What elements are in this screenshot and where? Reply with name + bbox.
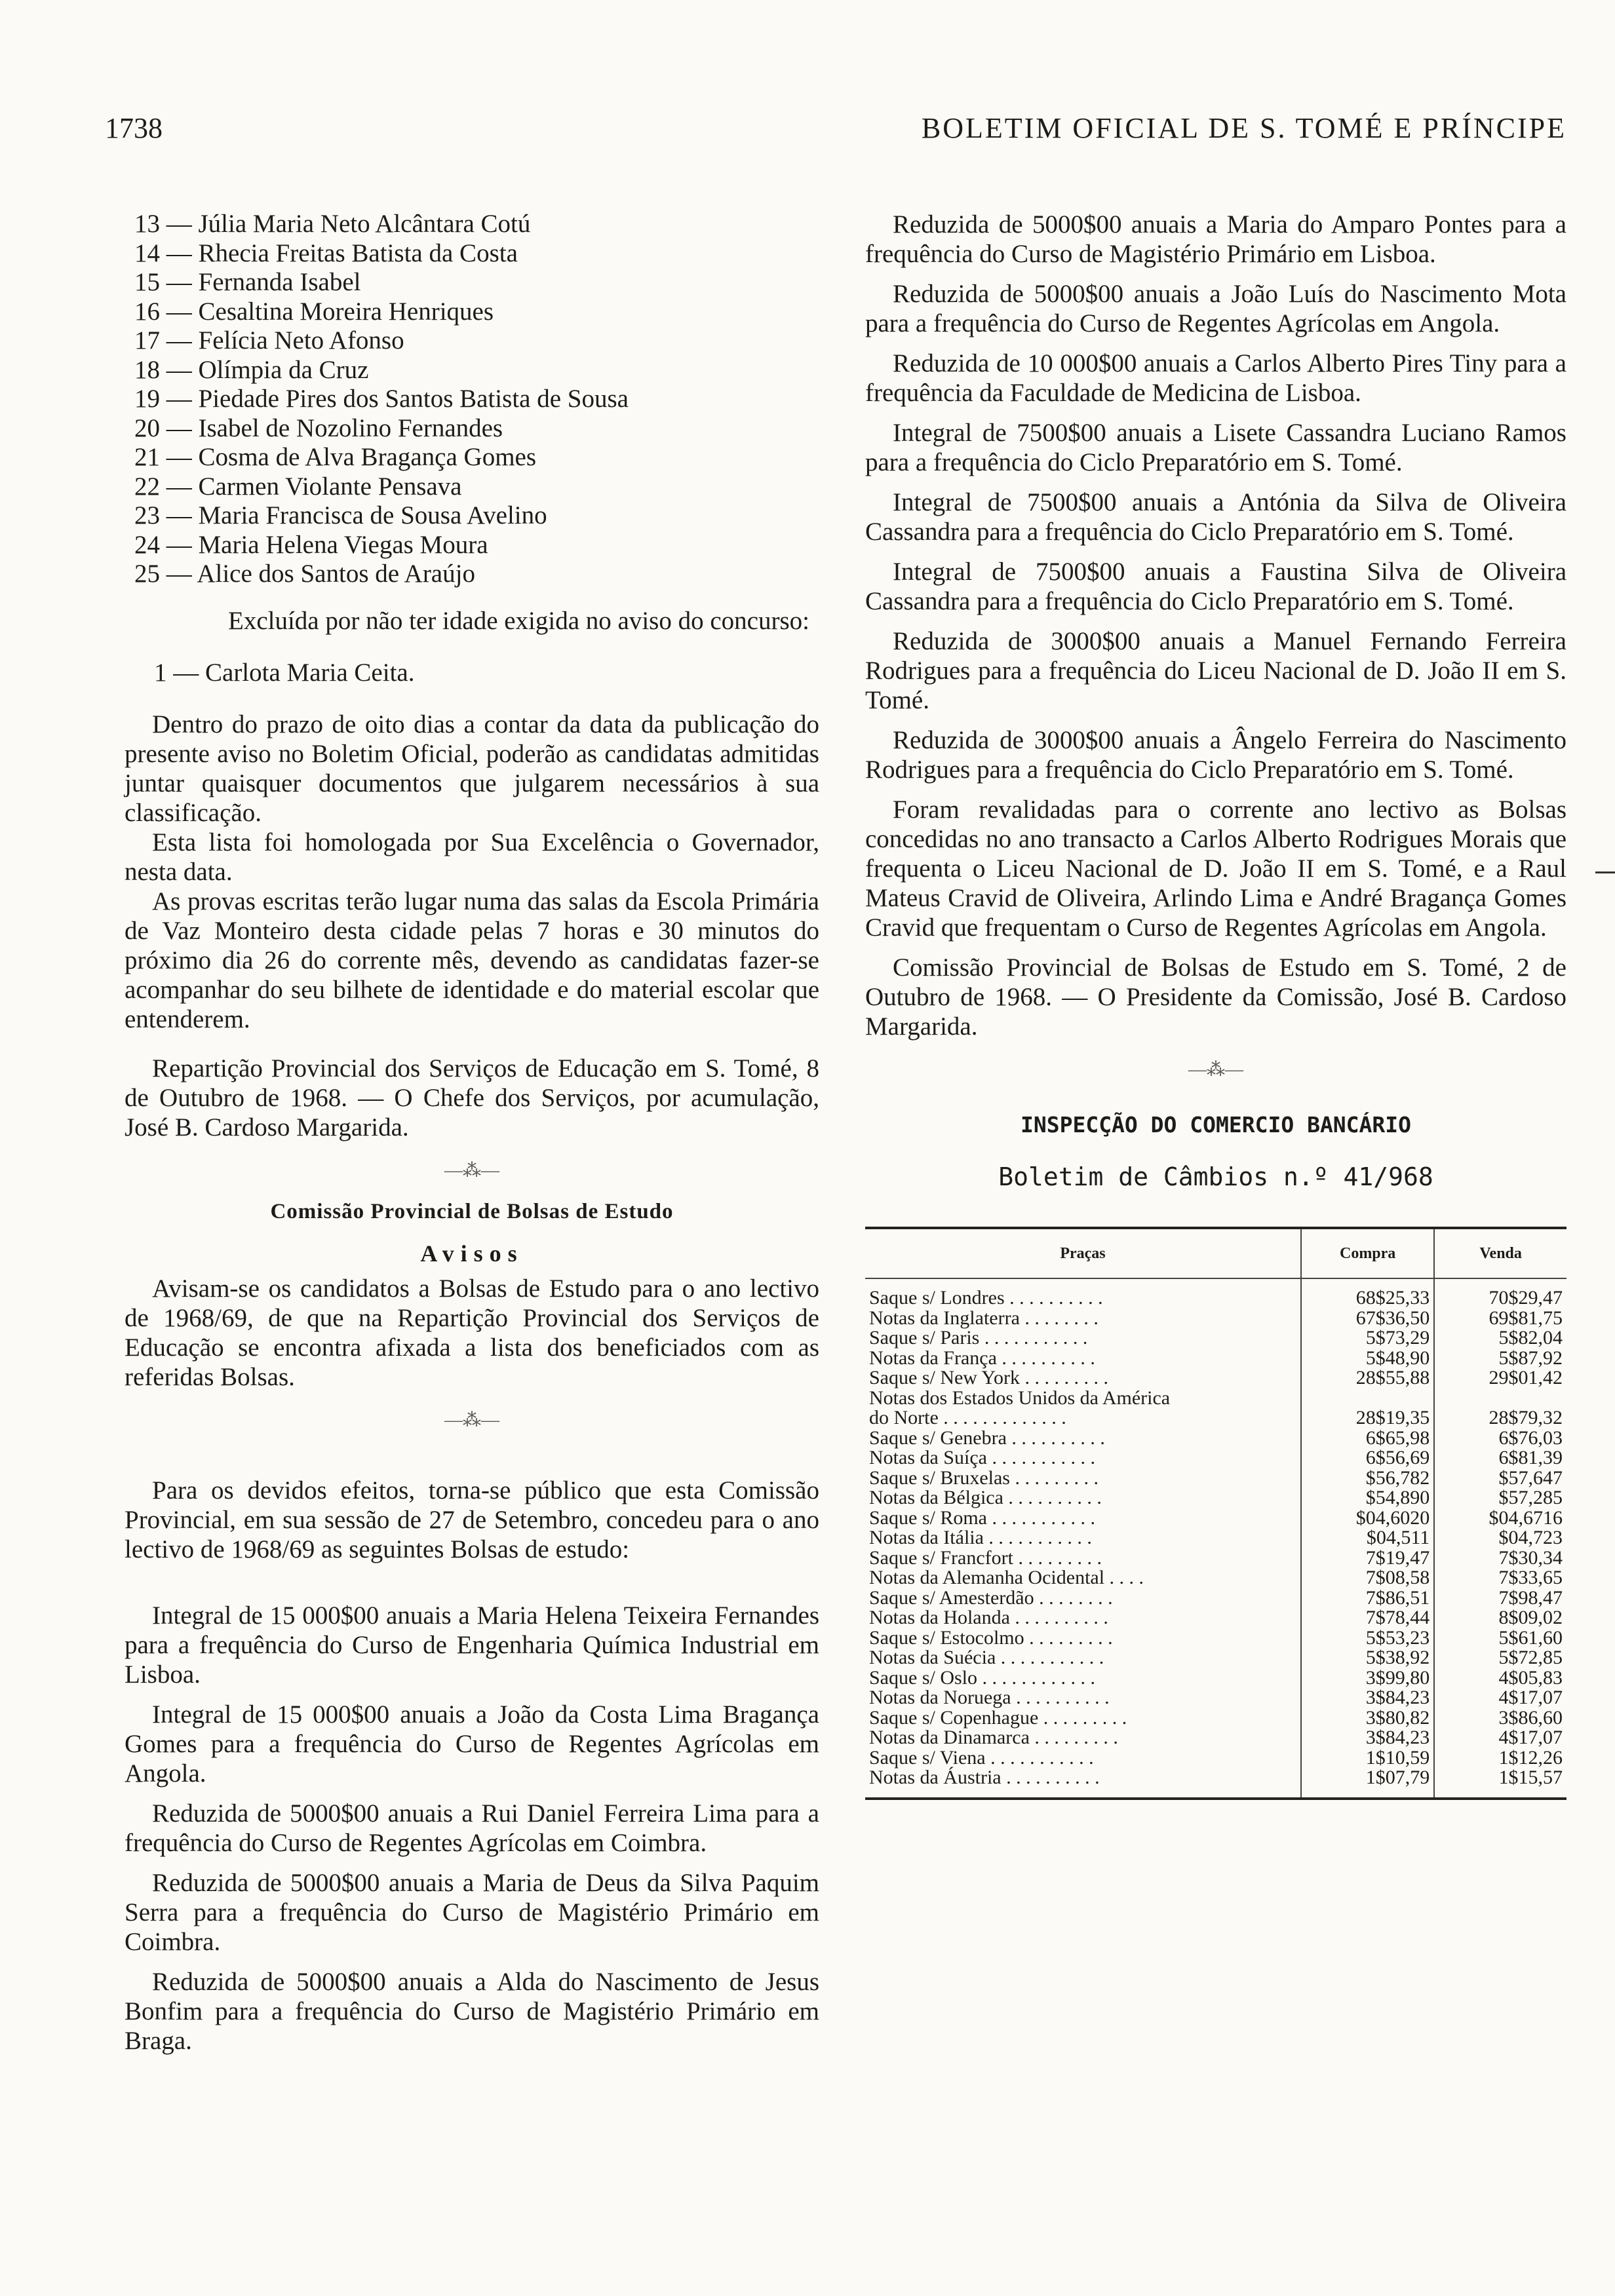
column-header-compra: Compra — [1301, 1228, 1434, 1278]
table-row — [865, 1468, 1566, 1489]
cell-compra: 28$19,35 — [1301, 1408, 1434, 1428]
aviso-paragraph: Avisam-se os candidatos a Bolsas de Estudo para o ano lectivo de 1968/69, de que na Repartição Provincial dos Serviços de Educação se encontra afixada a lista dos beneficiados com as referidas Bolsas. — [125, 1274, 819, 1391]
table-row — [865, 1648, 1566, 1668]
table-row — [865, 1608, 1566, 1628]
section-separator: —⁂— — [444, 1409, 499, 1430]
page-header — [105, 111, 1566, 151]
exclusion-heading: Excluída por não ter idade exigida no aviso do concurso: — [228, 606, 809, 635]
cell-venda: 29$01,42 — [1434, 1368, 1566, 1388]
cell-venda: $57,647 — [1434, 1468, 1566, 1489]
list-item: 24 — Maria Helena Viegas Moura — [134, 530, 488, 559]
aviso-paragraph: Para os devidos efeitos, torna-se público que esta Comissão Provincial, em sua sessão de 27 de Setembro, concedeu para o ano lectivo de 1968/69 as seguintes Bolsas de estudo: — [125, 1476, 819, 1563]
cell-praca: Saque s/ Paris . . . . . . . . . . . — [869, 1327, 1088, 1349]
table-header-row — [865, 1228, 1566, 1278]
cell-compra: 7$78,44 — [1301, 1608, 1434, 1628]
cell-compra: 1$07,79 — [1301, 1768, 1434, 1799]
cell-venda: 7$33,65 — [1434, 1568, 1566, 1588]
scholarship-award: Integral de 7500$00 anuais a Faustina Silva de Oliveira Cassandra para a frequência do Ciclo Preparatório em S. Tomé. — [865, 558, 1566, 615]
cell-venda: 28$79,32 — [1434, 1408, 1566, 1428]
cell-compra: 5$53,23 — [1301, 1628, 1434, 1649]
page-number: 1738 — [105, 112, 163, 144]
cell-praca: Notas da Áustria . . . . . . . . . . — [869, 1767, 1100, 1788]
table-row — [865, 1488, 1566, 1508]
cell-venda: 4$17,07 — [1434, 1688, 1566, 1708]
table-row — [865, 1548, 1566, 1569]
cell-venda: 8$09,02 — [1434, 1608, 1566, 1628]
cell-compra: 3$99,80 — [1301, 1668, 1434, 1689]
scholarship-award: Integral de 7500$00 anuais a Antónia da Silva de Oliveira Cassandra para a frequência do Ciclo Preparatório em S. Tomé. — [865, 488, 1566, 546]
cell-praca: Saque s/ Bruxelas . . . . . . . . . — [869, 1466, 1099, 1489]
cell-praca: Saque s/ Estocolmo . . . . . . . . . — [869, 1626, 1113, 1649]
cell-praca: Saque s/ New York . . . . . . . . . — [869, 1367, 1109, 1388]
cell-praca: Saque s/ Copenhague . . . . . . . . . — [869, 1706, 1127, 1729]
cell-compra: 5$73,29 — [1301, 1328, 1434, 1349]
table-row — [865, 1328, 1566, 1349]
cell-praca: Notas da Alemanha Ocidental . . . . — [869, 1567, 1144, 1588]
cell-praca: Saque s/ Francfort . . . . . . . . . — [869, 1546, 1102, 1569]
table-body — [865, 1278, 1566, 1799]
cell-praca: Saque s/ Amesterdão . . . . . . . . — [869, 1586, 1113, 1609]
cell-venda: $04,6716 — [1434, 1508, 1566, 1529]
cell-compra: 7$86,51 — [1301, 1588, 1434, 1609]
cell-compra: 67$36,50 — [1301, 1309, 1434, 1329]
cell-venda: $57,285 — [1434, 1488, 1566, 1508]
table-row — [865, 1668, 1566, 1689]
cell-venda: 5$82,04 — [1434, 1328, 1566, 1349]
list-item: 16 — Cesaltina Moreira Henriques — [134, 297, 494, 326]
scholarship-award: Integral de 15 000$00 anuais a Maria Helena Teixeira Fernandes para a frequência do Curso de Engenharia Química Industrial em Lisboa. — [125, 1601, 819, 1689]
cell-venda: 3$86,60 — [1434, 1708, 1566, 1729]
excluded-candidate: 1 — Carlota Maria Ceita. — [154, 658, 415, 687]
cell-compra: 3$84,23 — [1301, 1688, 1434, 1708]
list-item: 22 — Carmen Violante Pensava — [134, 472, 462, 501]
cell-compra: 3$80,82 — [1301, 1708, 1434, 1729]
table-row — [865, 1708, 1566, 1729]
scholarship-award: Reduzida de 3000$00 anuais a Ângelo Ferreira do Nascimento Rodrigues para a frequência do Ciclo Preparatório em S. Tomé. — [865, 726, 1566, 784]
table-row — [865, 1688, 1566, 1708]
list-item: 21 — Cosma de Alva Bragança Gomes — [134, 443, 537, 471]
cell-praca: Notas da Dinamarca . . . . . . . . . — [869, 1727, 1118, 1748]
cell-compra: $54,890 — [1301, 1488, 1434, 1508]
table-row — [865, 1388, 1566, 1409]
candidate-list — [134, 210, 819, 589]
list-item: 18 — Olímpia da Cruz — [134, 355, 369, 384]
cell-venda: 6$81,39 — [1434, 1448, 1566, 1468]
scholarship-award: Reduzida de 5000$00 anuais a Rui Daniel Ferreira Lima para a frequência do Curso de Regentes Agrícolas em Coimbra. — [125, 1799, 819, 1857]
cell-praca: Saque s/ Oslo . . . . . . . . . . . . — [869, 1666, 1095, 1689]
bulletin-title: Boletim de Câmbios n.º 41/968 — [998, 1162, 1433, 1191]
table-row — [865, 1349, 1566, 1369]
cell-compra: 28$55,88 — [1301, 1368, 1434, 1388]
column-header-venda: Venda — [1434, 1228, 1566, 1278]
commission-signature: Comissão Provincial de Bolsas de Estudo em S. Tomé, 2 de Outubro de 1968. — O Presidente da Comissão, José B. Cardoso Margarida. — [865, 953, 1566, 1041]
cell-praca: Saque s/ Genebra . . . . . . . . . . — [869, 1426, 1105, 1449]
cell-venda — [1434, 1388, 1566, 1409]
left-column — [125, 210, 819, 2056]
margin-mark — [1595, 871, 1615, 873]
revalidation-paragraph: Foram revalidadas para o corrente ano lectivo as Bolsas concedidas no ano transacto a Carlos Alberto Rodrigues Morais que frequenta o Liceu Nacional de D. João II em S. Tomé, e a Raul Mateus Cravid de Oliveira, Arlindo Lima e André Bragança Gomes Cravid que frequentam o Curso de Regentes Agrícolas em Angola. — [865, 795, 1566, 942]
cell-venda: 4$05,83 — [1434, 1668, 1566, 1689]
scholarship-award: Integral de 15 000$00 anuais a João da Costa Lima Bragança Gomes para a frequência do Curso de Regentes Agrícolas em Angola. — [125, 1700, 819, 1788]
cell-praca: do Norte . . . . . . . . . . . . . — [869, 1407, 1066, 1428]
list-item: 13 — Júlia Maria Neto Alcântara Cotú — [134, 210, 531, 238]
list-item: 17 — Felícia Neto Afonso — [134, 326, 404, 354]
table-row — [865, 1309, 1566, 1329]
scholarship-award: Reduzida de 5000$00 anuais a Maria de Deus da Silva Paquim Serra para a frequência do Curso de Magistério Primário em Coimbra. — [125, 1868, 819, 1956]
cell-venda: 4$17,07 — [1434, 1728, 1566, 1748]
table-row — [865, 1368, 1566, 1388]
list-item: 15 — Fernanda Isabel — [134, 268, 361, 296]
notice-signature: Repartição Provincial dos Serviços de Educação em S. Tomé, 8 de Outubro de 1968. — O Chefe dos Serviços, por acumulação, José B. Cardoso Margarida. — [125, 1054, 819, 1141]
cell-praca: Notas da Suécia . . . . . . . . . . . — [869, 1647, 1104, 1668]
cell-praca: Notas dos Estados Unidos da América — [869, 1387, 1171, 1409]
cell-venda: 1$12,26 — [1434, 1748, 1566, 1769]
list-item: 23 — Maria Francisca de Sousa Avelino — [134, 501, 547, 529]
notice-paragraph: Esta lista foi homologada por Sua Excelência o Governador, nesta data. — [125, 828, 819, 886]
cell-praca: Notas da Itália . . . . . . . . . . . — [869, 1527, 1092, 1548]
cell-venda: 69$81,75 — [1434, 1309, 1566, 1329]
cell-praca: Saque s/ Roma . . . . . . . . . . . — [869, 1506, 1095, 1529]
section-separator: —⁂— — [444, 1160, 499, 1181]
table-row — [865, 1628, 1566, 1649]
cell-praca: Notas da Noruega . . . . . . . . . . — [869, 1687, 1110, 1708]
list-item: 20 — Isabel de Nozolino Fernandes — [134, 413, 503, 442]
cell-praca: Notas da Suíça . . . . . . . . . . . — [869, 1447, 1095, 1468]
list-item: 19 — Piedade Pires dos Santos Batista de Sousa — [134, 385, 629, 413]
cell-compra: $56,782 — [1301, 1468, 1434, 1489]
cell-compra: 5$38,92 — [1301, 1648, 1434, 1668]
list-item: 14 — Rhecia Freitas Batista da Costa — [134, 239, 518, 267]
cell-compra: 7$08,58 — [1301, 1568, 1434, 1588]
scholarship-award: Reduzida de 3000$00 anuais a Manuel Fernando Ferreira Rodrigues para a frequência do Liceu Nacional de D. João II em S. Tomé. — [865, 627, 1566, 714]
cell-venda: 70$29,47 — [1434, 1278, 1566, 1309]
column-header-pracas: Praças — [865, 1228, 1301, 1278]
scholarship-award: Reduzida de 5000$00 anuais a João Luís do Nascimento Mota para a frequência do Curso de Regentes Agrícolas em Angola. — [865, 280, 1566, 337]
cell-venda: 5$72,85 — [1434, 1648, 1566, 1668]
table-row — [865, 1748, 1566, 1769]
table-row — [865, 1508, 1566, 1529]
cell-compra: $04,511 — [1301, 1528, 1434, 1548]
notice-paragraph: As provas escritas terão lugar numa das salas da Escola Primária de Vaz Monteiro desta cidade pelas 7 horas e 30 minutos do próximo dia 26 do corrente mês, devendo as candidatas fazer-se acompanhar do seu bilhete de identidade e do material escolar que entenderem. — [125, 887, 819, 1033]
table-row — [865, 1568, 1566, 1588]
running-title: BOLETIM OFICIAL DE S. TOMÉ E PRÍNCIPE — [921, 112, 1566, 144]
cell-compra: 68$25,33 — [1301, 1278, 1434, 1309]
cell-praca: Notas da Bélgica . . . . . . . . . . — [869, 1487, 1102, 1508]
cell-compra: $04,6020 — [1301, 1508, 1434, 1529]
cell-praca: Notas da França . . . . . . . . . . — [869, 1347, 1095, 1369]
scholarship-award: Integral de 7500$00 anuais a Lisete Cassandra Luciano Ramos para a frequência do Ciclo Preparatório em S. Tomé. — [865, 419, 1566, 476]
section-separator: —⁂— — [1188, 1060, 1243, 1080]
cell-venda: 7$98,47 — [1434, 1588, 1566, 1609]
cell-compra: 6$65,98 — [1301, 1428, 1434, 1449]
table-row — [865, 1448, 1566, 1468]
inspection-title: INSPECÇÃO DO COMERCIO BANCÁRIO — [1020, 1112, 1412, 1138]
right-column — [865, 210, 1566, 1800]
cell-praca: Saque s/ Londres . . . . . . . . . . — [869, 1287, 1103, 1309]
cell-venda: 7$30,34 — [1434, 1548, 1566, 1569]
cell-compra: 6$56,69 — [1301, 1448, 1434, 1468]
table-row — [865, 1768, 1566, 1799]
table-row — [865, 1588, 1566, 1609]
table-row — [865, 1428, 1566, 1449]
cell-venda: 1$15,57 — [1434, 1768, 1566, 1799]
cell-praca: Notas da Inglaterra . . . . . . . . — [869, 1307, 1099, 1329]
section-subtitle: Avisos — [420, 1240, 524, 1267]
cell-venda: $04,723 — [1434, 1528, 1566, 1548]
scholarship-award: Reduzida de 5000$00 anuais a Alda do Nascimento de Jesus Bonfim para a frequência do Curso de Magistério Primário em Braga. — [125, 1967, 819, 2055]
scholarship-award: Reduzida de 5000$00 anuais a Maria do Amparo Pontes para a frequência do Curso de Magistério Primário em Lisboa. — [865, 210, 1566, 268]
table-row — [865, 1278, 1566, 1309]
cell-venda: 5$61,60 — [1434, 1628, 1566, 1649]
scholarship-award: Reduzida de 10 000$00 anuais a Carlos Alberto Pires Tiny para a frequência da Faculdade de Medicina de Lisboa. — [865, 349, 1566, 407]
table-row — [865, 1528, 1566, 1548]
cell-compra: 7$19,47 — [1301, 1548, 1434, 1569]
cell-compra: 5$48,90 — [1301, 1349, 1434, 1369]
table-row — [865, 1728, 1566, 1748]
notice-paragraph: Dentro do prazo de oito dias a contar da data da publicação do presente aviso no Boletim Oficial, poderão as candidatas admitidas juntar quaisquer documentos que julgarem necessários à sua classificação. — [125, 710, 819, 827]
exchange-rate-table — [865, 1227, 1566, 1800]
cell-venda: 6$76,03 — [1434, 1428, 1566, 1449]
cell-compra — [1301, 1388, 1434, 1409]
cell-compra: 3$84,23 — [1301, 1728, 1434, 1748]
cell-venda: 5$87,92 — [1434, 1349, 1566, 1369]
cell-praca: Notas da Holanda . . . . . . . . . . — [869, 1607, 1108, 1628]
cell-compra: 1$10,59 — [1301, 1748, 1434, 1769]
cell-praca: Saque s/ Viena . . . . . . . . . . . — [869, 1746, 1094, 1769]
list-item: 25 — Alice dos Santos de Araújo — [134, 560, 475, 588]
section-title: Comissão Provincial de Bolsas de Estudo — [270, 1199, 674, 1223]
table-row — [865, 1408, 1566, 1428]
